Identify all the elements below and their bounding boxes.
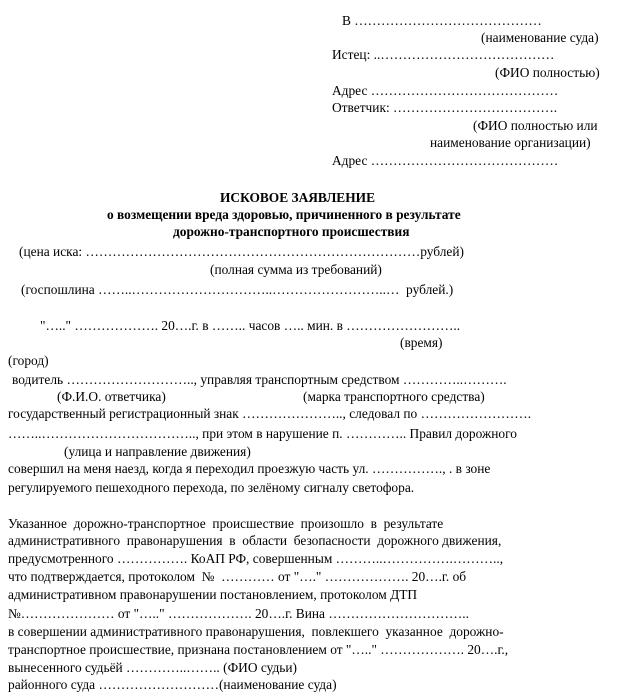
violation-line: ……..…………………………….., при этом в нарушение п. ………….. Правил дорожного: [8, 426, 517, 441]
court-line: В ……………………………………: [342, 13, 542, 28]
paragraph-2-line-1: Указанное дорожно-транспортное происшествие произошло в результате: [8, 516, 444, 531]
paragraph-2-line-9: вынесенного судьёй …………..…….. (ФИО судьи): [8, 660, 298, 675]
paragraph-2-line-10: районного суда ………………………(наименование суда): [8, 677, 337, 692]
defendant-caption-1: (ФИО полностью или: [473, 118, 598, 133]
claim-price-caption: (полная сумма из требований): [210, 262, 382, 277]
plate-line: государственный регистрационный знак ………………….., следовал по …………………….: [8, 406, 532, 421]
collision-line-1: совершил на меня наезд, когда я переходил проезжую часть ул. ……………., . в зоне: [8, 461, 491, 476]
city-caption: (город): [8, 353, 49, 368]
state-fee-line: (госпошлина ……..…………………………..……………………..… рублей.): [21, 282, 454, 297]
street-caption: (улица и направление движения): [64, 444, 251, 459]
time-caption: (время): [400, 335, 443, 350]
incident-date-line: "….." ………………. 20….г. в …….. часов ….. мин. в ……………………..: [40, 318, 461, 333]
court-caption: (наименование суда): [481, 30, 599, 45]
defendant-caption-2: наименование организации): [430, 135, 591, 150]
defendant-line: Ответчик: ……………………………….: [332, 100, 558, 115]
claim-price-line: (цена иска: …………………………………………………………………рублей): [19, 244, 464, 259]
plaintiff-line: Истец: ..…………………………………: [332, 47, 555, 62]
paragraph-2-line-4: что подтверждается, протоколом № ………… от "…." ………………. 20….г. об: [8, 569, 467, 584]
plaintiff-caption: (ФИО полностью): [495, 65, 600, 80]
document-title: ИСКОВОЕ ЗАЯВЛЕНИЕ: [220, 190, 376, 205]
paragraph-2-line-5: административном правонарушении постановлением, протоколом ДТП: [8, 587, 418, 602]
paragraph-2-line-6: №………………… от "….." ………………. 20….г. Вина …………………………..: [8, 606, 469, 621]
paragraph-2-line-8: транспортное происшествие, признана постановлением от "….." ………………. 20….г.,: [8, 642, 509, 657]
document-subtitle-1: о возмещении вреда здоровью, причиненного в результате: [107, 207, 461, 222]
driver-line: водитель ……………………….., управляя транспортным средством …………..……….: [12, 372, 507, 387]
driver-captions: (Ф.И.О. ответчика) (марка транспортного средства): [57, 389, 485, 404]
document-subtitle-2: дорожно-транспортного происшествия: [173, 224, 410, 239]
plaintiff-address: Адрес ……………………………………: [332, 83, 559, 98]
paragraph-2-line-2: административного правонарушения в области безопасности дорожного движения,: [8, 533, 502, 548]
paragraph-2-line-7: в совершении административного правонарушения, повлекшего указанное дорожно-: [8, 624, 504, 639]
paragraph-2-line-3: предусмотренного ……………. КоАП РФ, совершенным ………..…………….………..,: [8, 551, 504, 566]
collision-line-2: регулируемого пешеходного перехода, по зелёному сигналу светофора.: [8, 480, 415, 495]
defendant-address: Адрес ……………………………………: [332, 153, 559, 168]
